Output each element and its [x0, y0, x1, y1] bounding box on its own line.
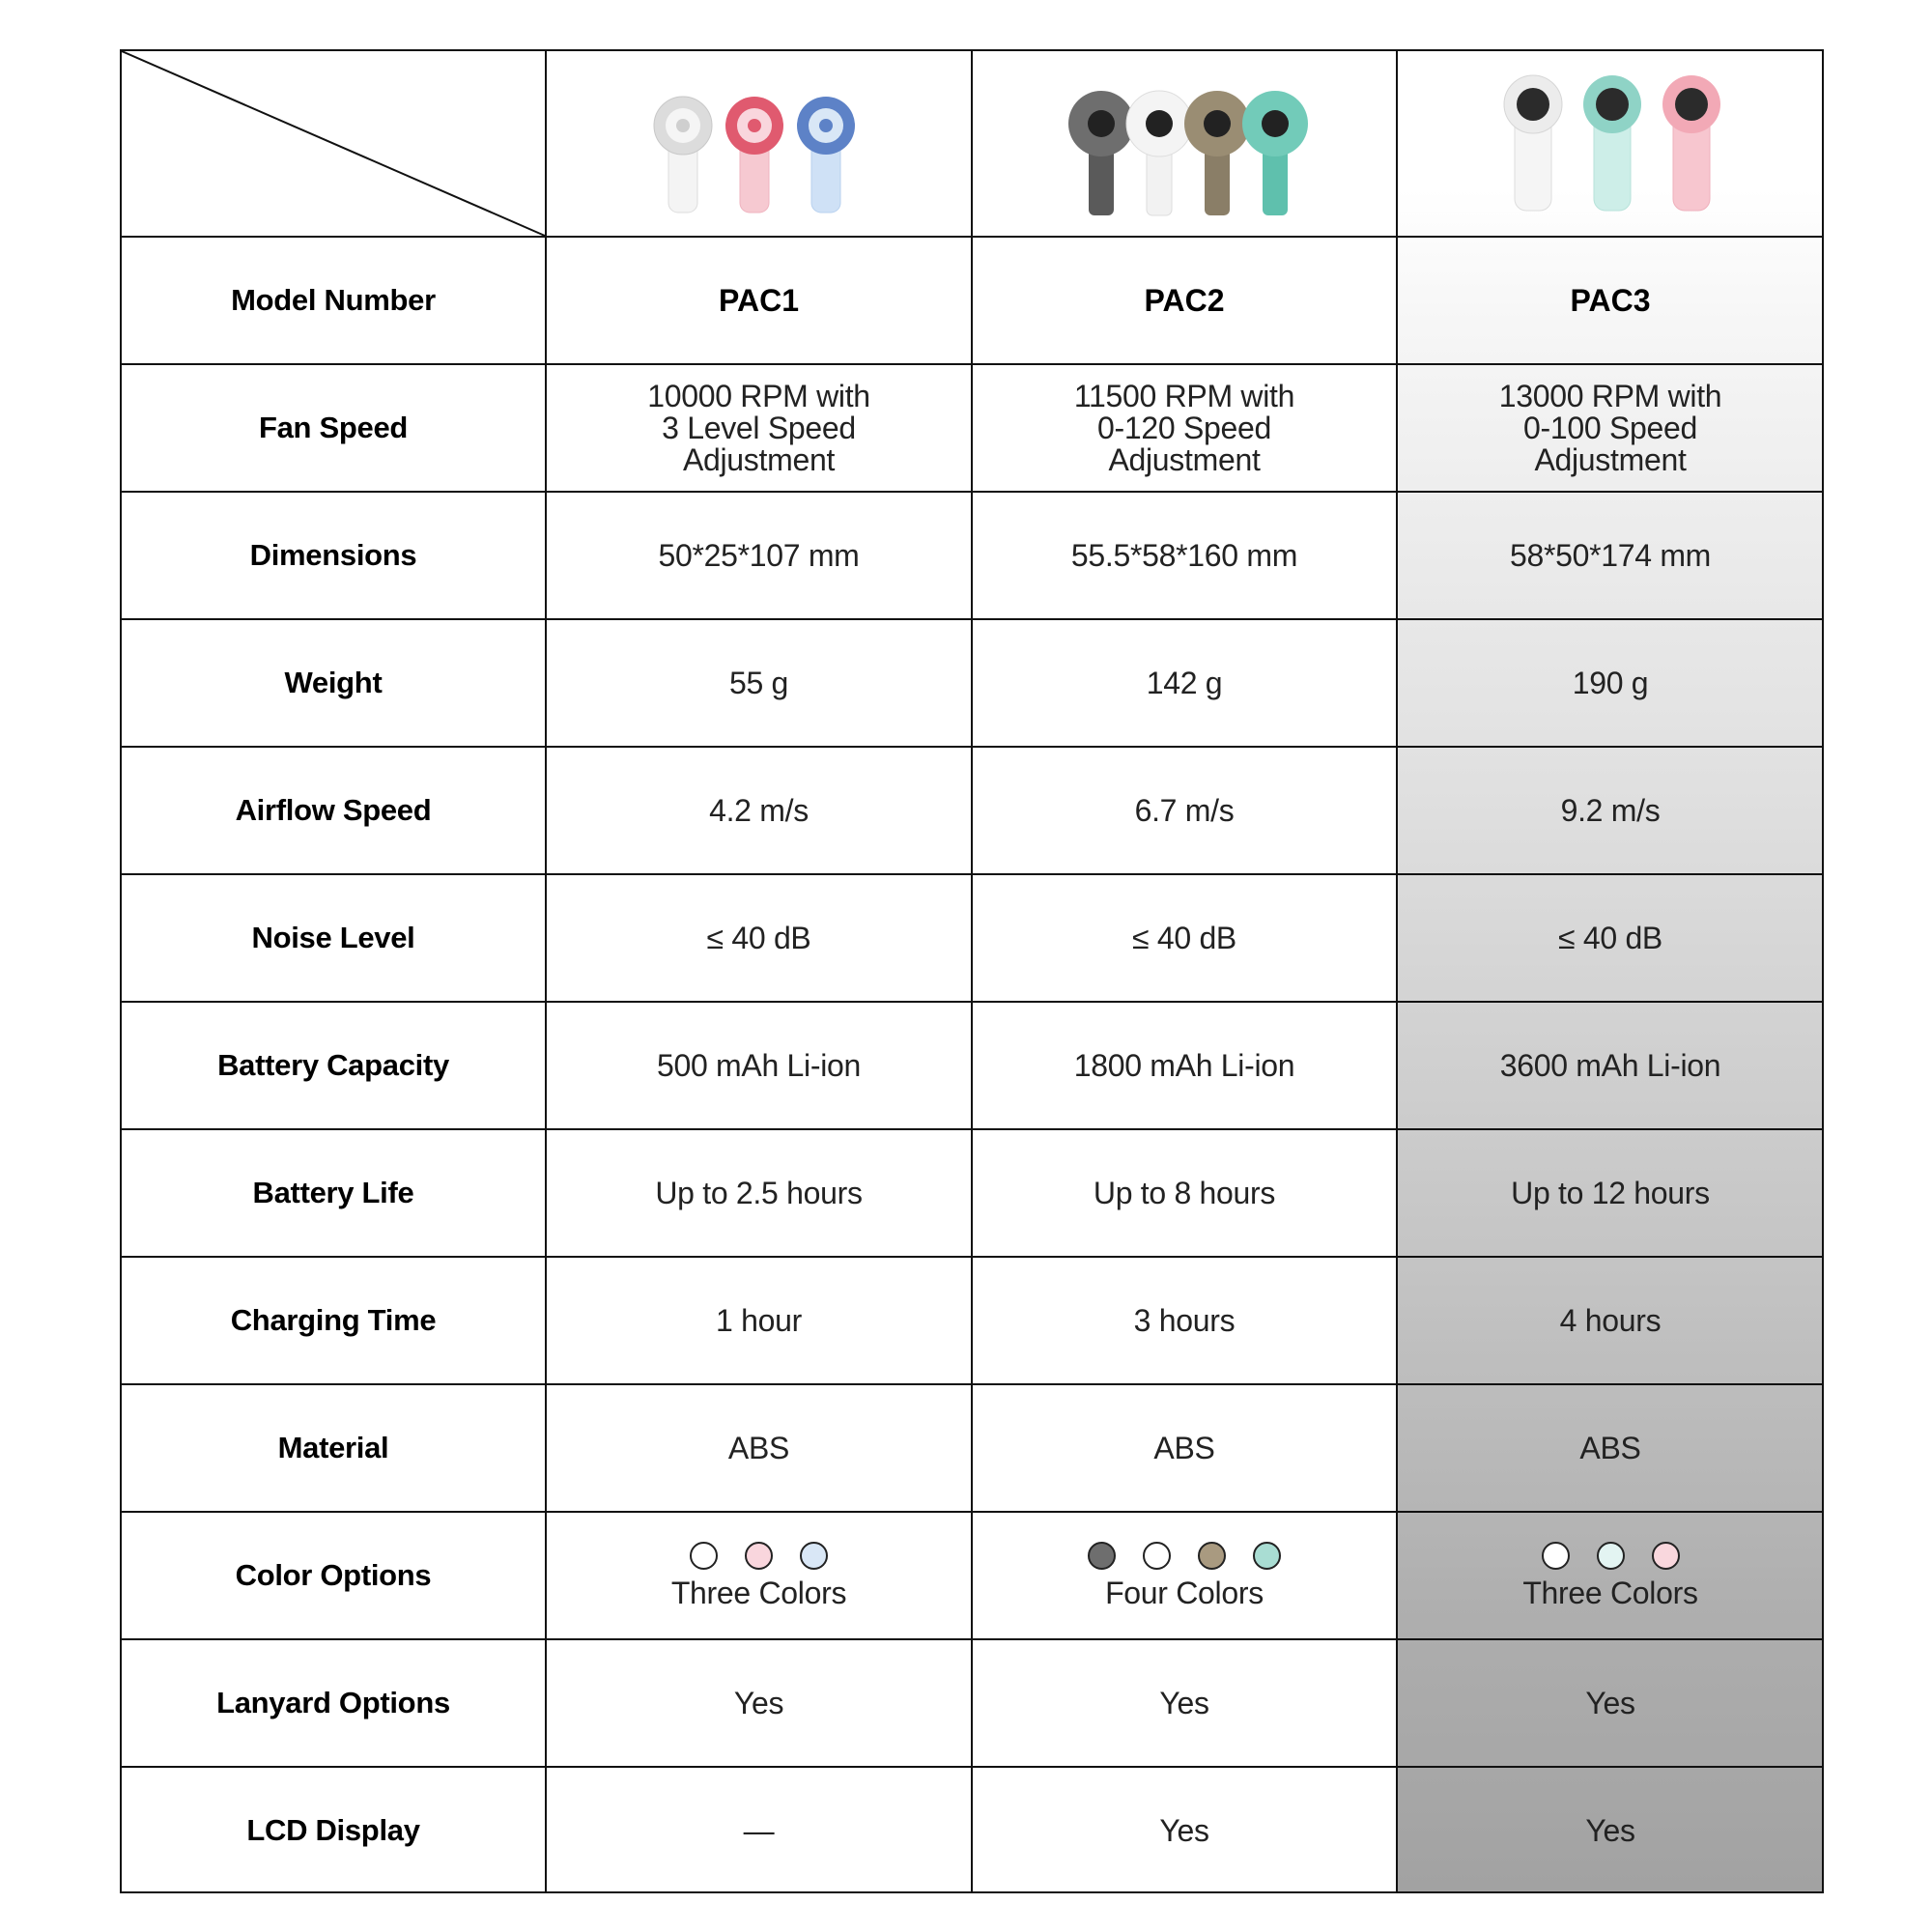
- pac1-battery-life: Up to 2.5 hours: [655, 1175, 863, 1210]
- pac2-khaki-fan-icon: [1184, 91, 1250, 215]
- row-label-airflow-speed: Airflow Speed: [235, 793, 432, 827]
- pac1-battery-capacity: 500 mAh Li-ion: [656, 1047, 862, 1083]
- color-swatch-blue: [800, 1542, 828, 1570]
- color-swatch-white: [690, 1542, 718, 1570]
- pac1-lanyard-options: Yes: [733, 1685, 784, 1720]
- row-label-battery-capacity: Battery Capacity: [217, 1048, 449, 1082]
- pac3-lanyard-options: Yes: [1585, 1685, 1635, 1720]
- pac1-pink-fan-icon: [725, 97, 783, 213]
- pac2-model-number: PAC2: [1144, 282, 1225, 318]
- row-label-dimensions: Dimensions: [249, 538, 417, 572]
- color-swatch-grey: [1088, 1542, 1116, 1570]
- pac3-weight: 190 g: [1572, 665, 1649, 700]
- color-swatch-pink: [745, 1542, 773, 1570]
- pac1-model-number: PAC1: [719, 282, 799, 318]
- pac2-noise-level: ≤ 40 dB: [1132, 920, 1236, 955]
- pac2-charging-time: 3 hours: [1133, 1302, 1236, 1338]
- pac1-material: ABS: [727, 1430, 790, 1465]
- pac1-dimensions: 50*25*107 mm: [658, 537, 860, 573]
- color-swatch-khaki: [1198, 1542, 1226, 1570]
- pac3-white-fan-icon: [1504, 75, 1562, 211]
- pac3-battery-capacity: 3600 mAh Li-ion: [1499, 1047, 1721, 1083]
- corner-diagonal: [122, 51, 547, 238]
- pac3-fan-speed: 13000 RPM with 0-100 Speed Adjustment: [1498, 378, 1722, 477]
- row-label-lcd-display: LCD Display: [246, 1813, 420, 1847]
- pac2-color-count: Four Colors: [1105, 1576, 1264, 1610]
- row-label-color-options: Color Options: [235, 1558, 432, 1592]
- row-label-weight: Weight: [284, 666, 383, 699]
- pac3-lcd-display: Yes: [1585, 1812, 1635, 1848]
- color-swatch-white: [1542, 1542, 1570, 1570]
- row-label-noise-level: Noise Level: [251, 921, 415, 954]
- pac1-white-fan-icon: [654, 97, 712, 213]
- pac2-battery-life: Up to 8 hours: [1093, 1175, 1276, 1210]
- pac2-white-fan-icon: [1126, 91, 1192, 215]
- row-label-charging-time: Charging Time: [230, 1303, 437, 1337]
- row-label-model-number: Model Number: [231, 283, 436, 317]
- color-swatch-white: [1143, 1542, 1171, 1570]
- pac3-dimensions: 58*50*174 mm: [1509, 537, 1712, 573]
- pac1-noise-level: ≤ 40 dB: [706, 920, 811, 955]
- pac3-color-swatches: [1542, 1542, 1680, 1570]
- row-label-fan-speed: Fan Speed: [258, 411, 409, 444]
- pac2-color-swatches: [1088, 1542, 1281, 1570]
- pac3-color-count: Three Colors: [1522, 1576, 1698, 1610]
- pac2-material: ABS: [1153, 1430, 1215, 1465]
- pac2-airflow-speed: 6.7 m/s: [1134, 792, 1235, 828]
- pac2-dimensions: 55.5*58*160 mm: [1070, 537, 1298, 573]
- pac3-product-image: [1488, 71, 1739, 215]
- pac1-blue-fan-icon: [797, 97, 855, 213]
- pac3-airflow-speed: 9.2 m/s: [1560, 792, 1661, 828]
- row-label-lanyard-options: Lanyard Options: [216, 1686, 450, 1719]
- pac1-color-options: [547, 1513, 971, 1638]
- pac1-airflow-speed: 4.2 m/s: [709, 792, 809, 828]
- pac3-material: ABS: [1579, 1430, 1641, 1465]
- pac3-mint-fan-icon: [1583, 75, 1641, 211]
- pac2-grey-fan-icon: [1068, 91, 1134, 215]
- pac1-charging-time: 1 hour: [716, 1302, 802, 1338]
- pac3-battery-life: Up to 12 hours: [1511, 1175, 1710, 1210]
- color-swatch-teal: [1253, 1542, 1281, 1570]
- pac1-product-image: [647, 92, 879, 217]
- pac1-fan-speed: 10000 RPM with 3 Level Speed Adjustment: [647, 378, 870, 477]
- pac3-model-number: PAC3: [1570, 282, 1651, 318]
- pac3-noise-level: ≤ 40 dB: [1558, 920, 1662, 955]
- pac3-pink-fan-icon: [1662, 75, 1720, 211]
- pac2-product-image: [1063, 87, 1314, 217]
- pac1-color-swatches: [690, 1542, 828, 1570]
- pac1-lcd-display: —: [743, 1812, 775, 1848]
- pac2-battery-capacity: 1800 mAh Li-ion: [1073, 1047, 1295, 1083]
- row-label-battery-life: Battery Life: [252, 1176, 414, 1209]
- color-swatch-pink: [1652, 1542, 1680, 1570]
- pac2-lcd-display: Yes: [1159, 1812, 1209, 1848]
- pac2-color-options: [973, 1513, 1396, 1638]
- pac2-weight: 142 g: [1146, 665, 1223, 700]
- pac2-fan-speed: 11500 RPM with 0-120 Speed Adjustment: [1073, 378, 1295, 477]
- pac2-lanyard-options: Yes: [1159, 1685, 1209, 1720]
- row-label-material: Material: [277, 1431, 389, 1464]
- pac3-color-options: [1398, 1513, 1823, 1638]
- color-swatch-mint: [1597, 1542, 1625, 1570]
- pac1-color-count: Three Colors: [670, 1576, 847, 1610]
- pac2-teal-fan-icon: [1242, 91, 1308, 215]
- pac3-charging-time: 4 hours: [1559, 1302, 1662, 1338]
- pac1-weight: 55 g: [728, 665, 789, 700]
